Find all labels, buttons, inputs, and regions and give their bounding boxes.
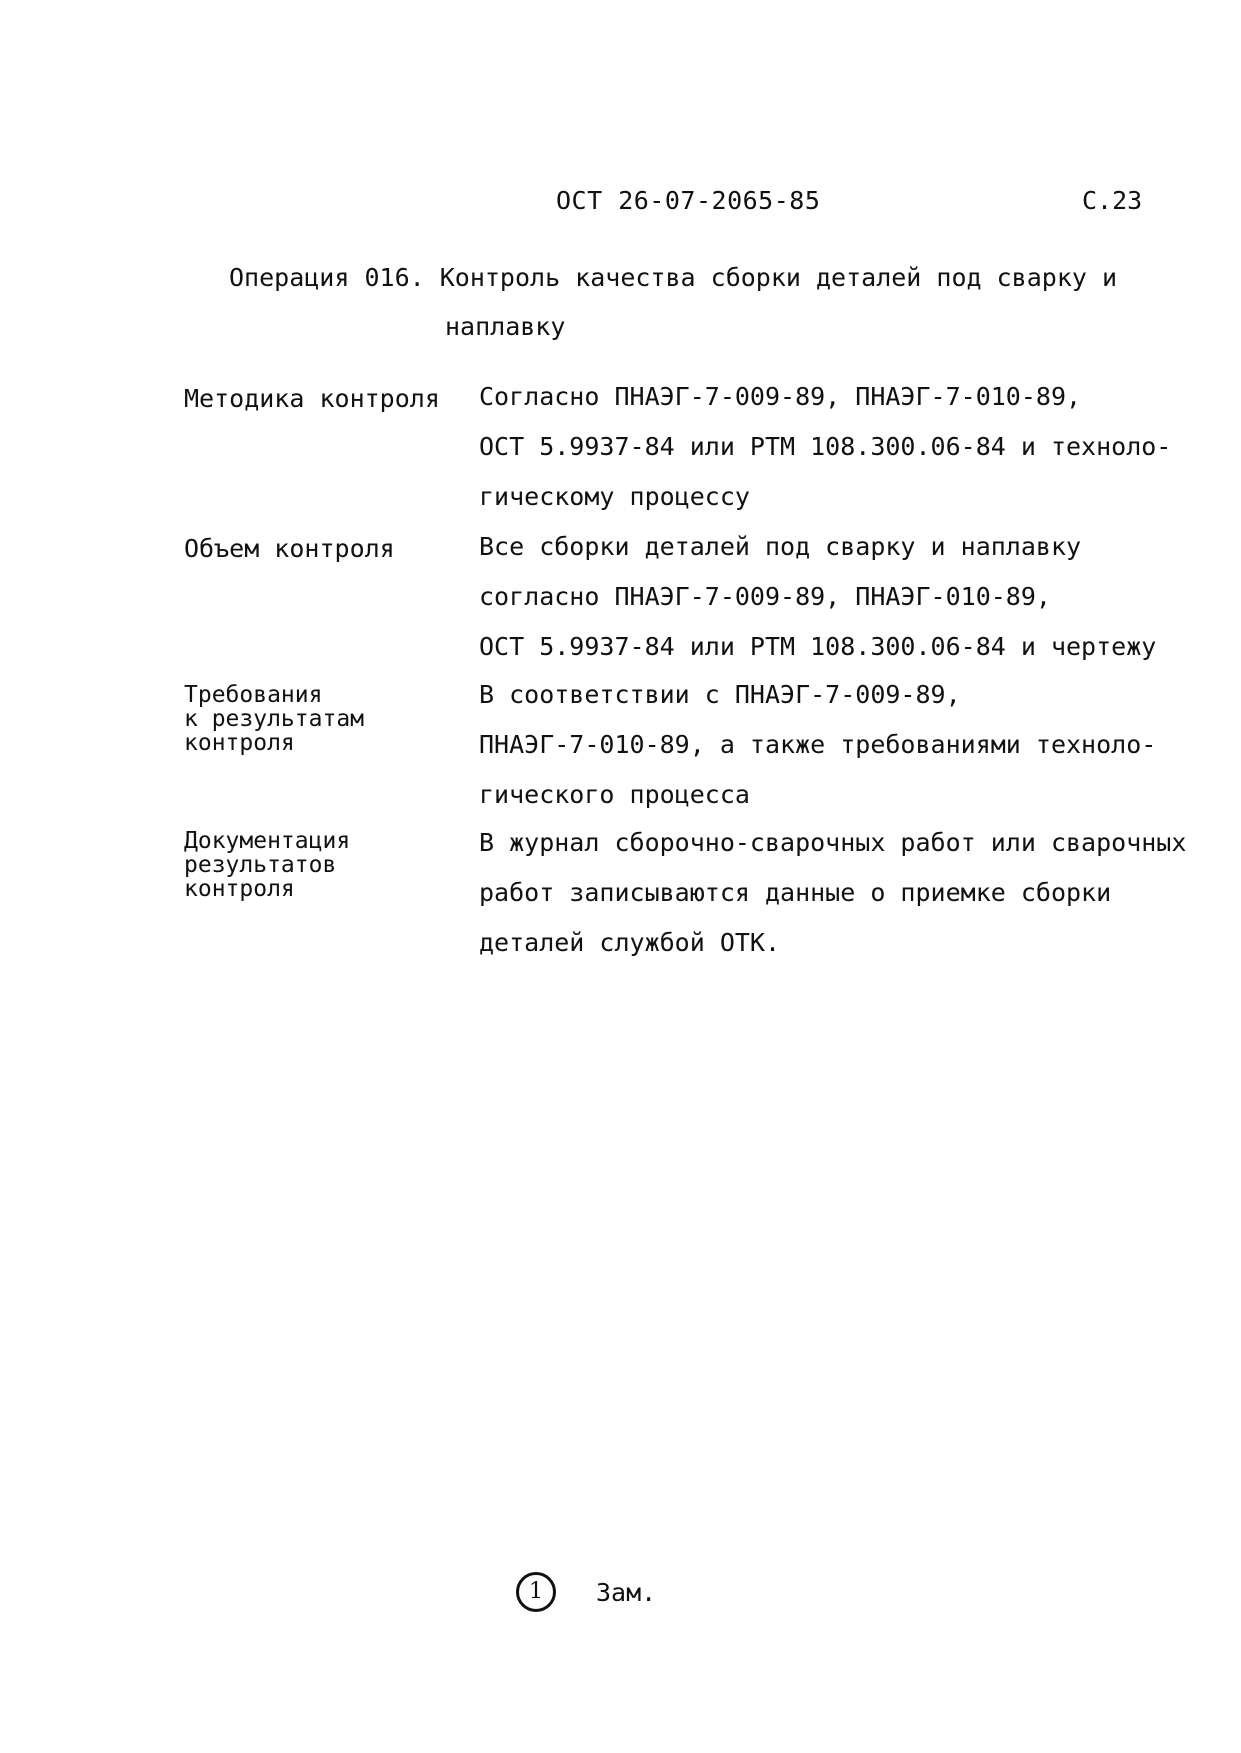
text-line: Все сборки деталей под сварку и наплавку	[479, 532, 1082, 561]
text-line: гического процесса	[479, 780, 750, 809]
label-line: к результатам	[184, 706, 365, 732]
label-line: контроля	[184, 876, 295, 902]
text-line: Согласно ПНАЭГ-7-009-89, ПНАЭГ-7-010-89,	[479, 382, 1082, 411]
text-line: В соответствии с ПНАЭГ-7-009-89,	[479, 680, 961, 709]
row-value-requirements	[479, 670, 1219, 820]
row-value-method	[479, 372, 1219, 522]
row-value-documentation	[479, 818, 1219, 968]
text-line: работ записываются данные о приемке сборки	[479, 878, 1112, 907]
row-value-scope	[479, 522, 1219, 672]
row-label-requirements	[184, 683, 464, 755]
text-line: согласно ПНАЭГ-7-009-89, ПНАЭГ-010-89,	[479, 582, 1051, 611]
text-line: деталей службой ОТК.	[479, 928, 781, 957]
text-line: ОСТ 5.9937-84 или РТМ 108.300.06-84 и чертежу	[479, 632, 1157, 661]
row-label-method: Методика контроля	[184, 384, 440, 413]
text-line: В журнал сборочно-сварочных работ или сварочных	[479, 828, 1187, 857]
row-label-documentation	[184, 829, 464, 901]
revision-note: Зам.	[596, 1578, 657, 1607]
label-line: контроля	[184, 730, 295, 756]
operation-title: Операция 016. Контроль качества сборки деталей под сварку и	[229, 263, 1118, 292]
operation-title-continued: наплавку	[445, 312, 566, 341]
text-line: гическому процессу	[479, 482, 750, 511]
standard-number: ОСТ 26-07-2065-85	[556, 186, 821, 215]
label-line: результатов	[184, 852, 337, 878]
label-line: Документация	[184, 828, 351, 854]
row-label-scope: Объем контроля	[184, 534, 395, 563]
text-line: ПНАЭГ-7-010-89, а также требованиями техноло-	[479, 730, 1157, 759]
text-line: ОСТ 5.9937-84 или РТМ 108.300.06-84 и техноло-	[479, 432, 1172, 461]
page-number: С.23	[1082, 186, 1143, 215]
label-line: Требования	[184, 682, 323, 708]
revision-number-circle: 1	[516, 1572, 556, 1612]
